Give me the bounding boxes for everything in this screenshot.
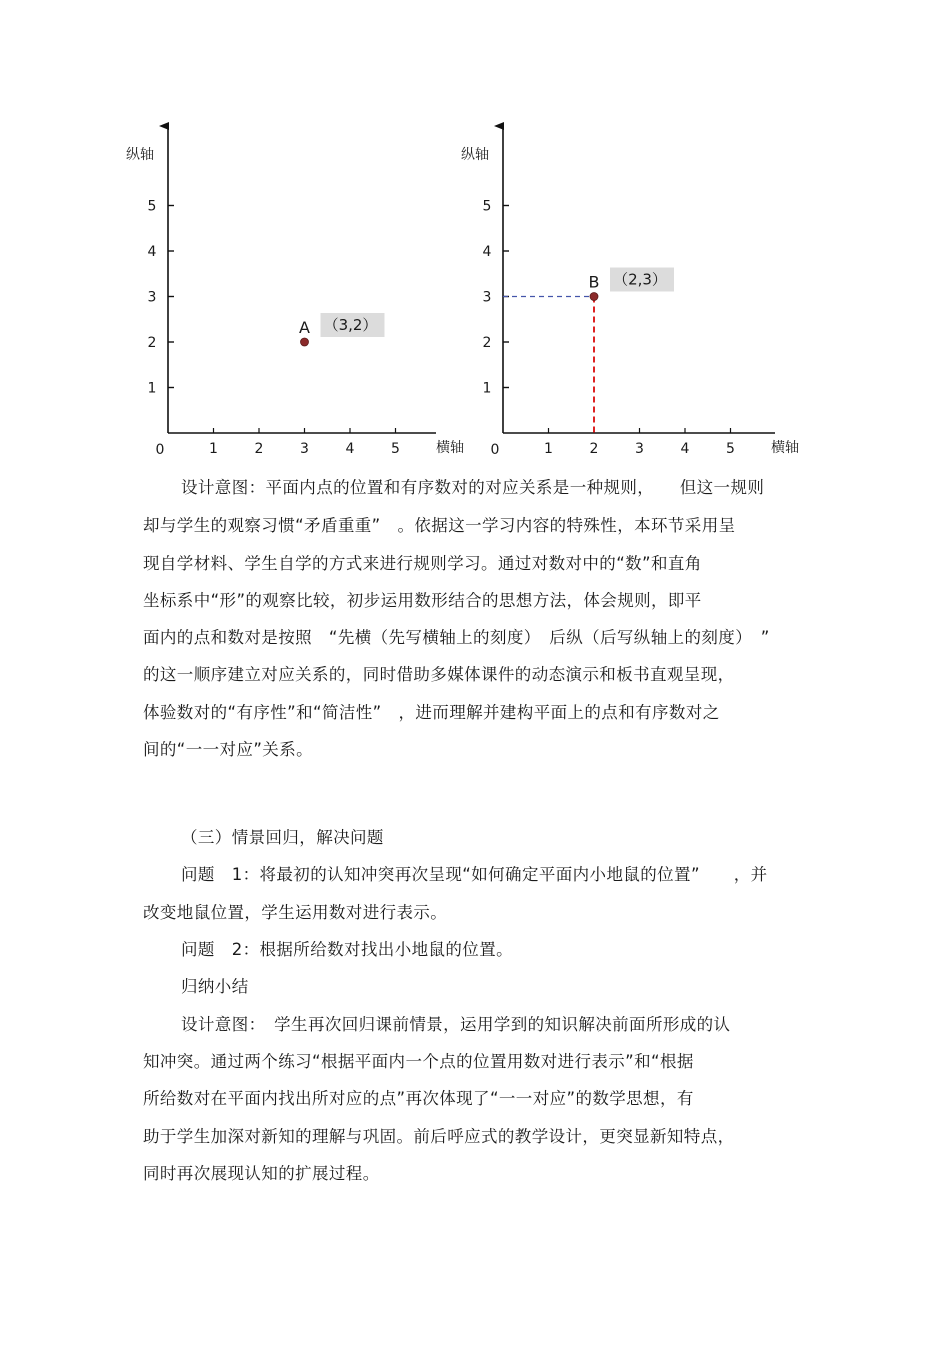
point-a — [301, 338, 309, 346]
question-2: 问题 2：根据所给数对找出小地鼠的位置。 — [181, 940, 513, 959]
y-axis-title-b: 纵轴 — [461, 147, 489, 163]
section-heading: （三）情景回归，解决问题 — [181, 828, 384, 847]
y-tick-label-a-2: 2 — [147, 335, 157, 351]
x-tick-label-a-5: 5 — [391, 441, 400, 457]
y-tick-label-a-4: 4 — [147, 244, 157, 260]
coordinate-chart-b — [455, 118, 799, 463]
para2-line-1: 设计意图： 学生再次回归课前情景，运用学到的知识解决前面所形成的认 — [181, 1015, 731, 1034]
para1-line-1: 设计意图：平面内点的位置和有序数对的对应关系是一种规则， 但这一规则 — [181, 478, 765, 497]
y-tick-label-b-4: 4 — [482, 244, 492, 260]
y-tick-label-b-5: 5 — [482, 198, 492, 215]
coord-label-b: （2,3） — [613, 270, 667, 289]
x-tick-label-a-1: 1 — [209, 441, 218, 457]
point-b — [590, 293, 598, 301]
point-label-a: A — [299, 318, 310, 337]
para1-line-8: 间的“一一对应”关系。 — [143, 740, 313, 759]
summary-heading: 归纳小结 — [181, 977, 249, 996]
y-axis-title-a: 纵轴 — [126, 147, 154, 163]
y-tick-label-b-1: 1 — [482, 380, 492, 397]
y-tick-label-a-1: 1 — [147, 380, 157, 397]
y-tick-label-b-2: 2 — [482, 335, 492, 351]
x-tick-label-b-2: 2 — [589, 441, 599, 457]
para1-line-6: 的这一顺序建立对应关系的，同时借助多媒体课件的动态演示和板书直观呈现， — [143, 665, 735, 684]
coord-label-a: （3,2） — [323, 316, 378, 334]
chart-svg-a — [118, 118, 464, 463]
x-axis-title-a: 横轴 — [436, 440, 464, 456]
para1-line-5: 面内的点和数对是按照 “先横（先写横轴上的刻度） 后纵（后写纵轴上的刻度） ” — [143, 628, 770, 647]
x-tick-label-b-4: 4 — [680, 441, 690, 457]
x-tick-label-b-5: 5 — [726, 441, 735, 457]
y-tick-label-a-5: 5 — [147, 198, 157, 215]
x-axis-title-b: 横轴 — [771, 440, 799, 456]
para1-line-4: 坐标系中“形”的观察比较，初步运用数形结合的思想方法，体会规则，即平 — [143, 591, 702, 610]
question-1-line-1: 问题 1：将最初的认知冲突再次呈现“如何确定平面内小地鼠的位置” ，并 — [181, 865, 768, 884]
chart-svg-b — [455, 118, 799, 463]
origin-label-a: 0 — [155, 442, 165, 458]
x-tick-label-b-3: 3 — [635, 441, 644, 457]
coordinate-chart-a — [118, 118, 464, 463]
x-tick-label-a-3: 3 — [300, 441, 309, 457]
y-tick-label-a-3: 3 — [147, 289, 157, 306]
x-tick-label-b-1: 1 — [544, 441, 553, 457]
y-tick-label-b-3: 3 — [482, 289, 492, 306]
point-label-b: B — [588, 272, 600, 292]
para1-line-7: 体验数对的“有序性”和“简洁性” ，进而理解并建构平面上的点和有序数对之 — [143, 703, 720, 722]
para2-line-4: 助于学生加深对新知的理解与巩固。前后呼应式的教学设计，更突显新知特点， — [143, 1127, 735, 1146]
origin-label-b: 0 — [490, 442, 500, 458]
para2-line-2: 知冲突。通过两个练习“根据平面内一个点的位置用数对进行表示”和“根据 — [143, 1052, 694, 1071]
para1-line-3: 现自学材料、学生自学的方式来进行规则学习。通过对数对中的“数”和直角 — [143, 554, 702, 573]
para1-line-2: 却与学生的观察习惯“矛盾重重” 。依据这一学习内容的特殊性，本环节采用呈 — [143, 516, 736, 535]
para2-line-3: 所给数对在平面内找出所对应的点”再次体现了“一一对应”的数学思想，有 — [143, 1089, 694, 1108]
x-tick-label-a-4: 4 — [345, 441, 355, 457]
x-tick-label-a-2: 2 — [254, 441, 264, 457]
question-1-line-2: 改变地鼠位置，学生运用数对进行表示。 — [143, 903, 448, 922]
para2-line-5: 同时再次展现认知的扩展过程。 — [143, 1164, 380, 1183]
